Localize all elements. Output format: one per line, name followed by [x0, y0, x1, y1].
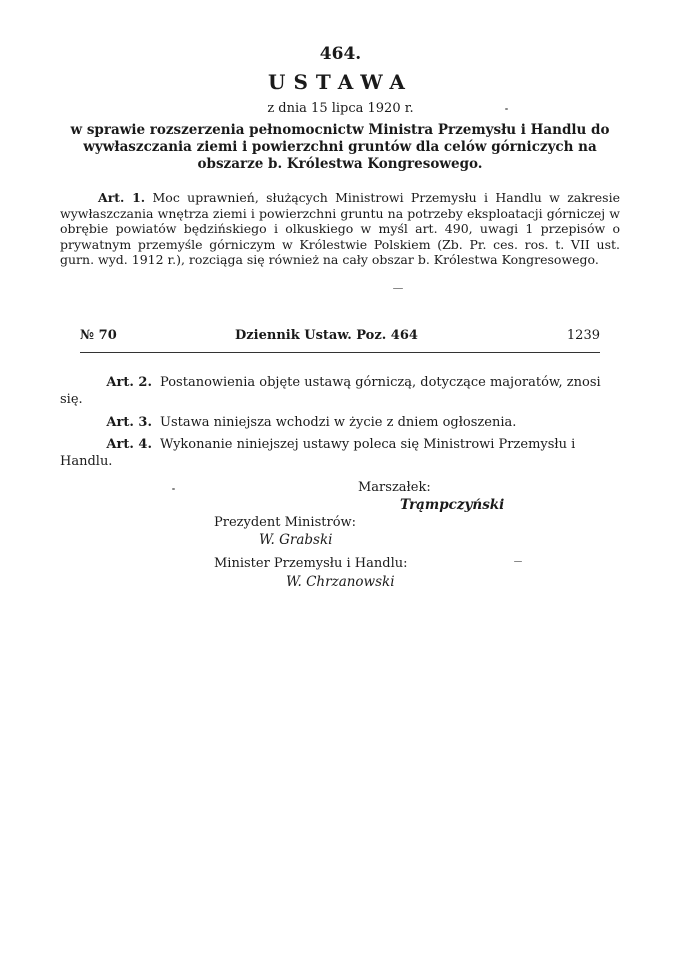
print-speck	[505, 108, 508, 110]
page-header	[80, 328, 600, 348]
print-speck	[172, 488, 175, 490]
marshal-signature: Trąmpczyński	[400, 497, 505, 513]
article-3-label: Art. 3.	[106, 415, 152, 430]
article-4-label: Art. 4.	[106, 437, 152, 452]
minister-signature: W. Chrzanowski	[286, 574, 395, 590]
article-2-text: Postanowienia objęte ustawą górniczą, dotyczące majoratów, znosi się.	[60, 375, 601, 407]
header-divider	[80, 352, 600, 353]
minister-title: Minister Przemysłu i Handlu:	[214, 556, 408, 571]
marshal-title: Marszałek:	[358, 480, 431, 495]
print-speck	[514, 561, 522, 562]
journal-reference: Dziennik Ustaw. Poz. 464	[235, 328, 418, 343]
print-speck	[393, 288, 403, 289]
document-date: z dnia 15 lipca 1920 r.	[267, 101, 414, 116]
issue-number: № 70	[80, 328, 117, 343]
article-4-text: Wykonanie niniejszej ustawy poleca się Ministrowi Przemysłu i Handlu.	[60, 437, 576, 469]
article-1-label: Art. 1.	[98, 190, 146, 205]
document-type: USTAWA	[268, 70, 413, 94]
page-number: 1239	[566, 328, 600, 343]
article-3-text: Ustawa niniejsza wchodzi w życie z dniem ogłoszenia.	[160, 415, 517, 430]
document-number: 464.	[319, 44, 362, 64]
document-title: w sprawie rozszerzenia pełnomocnictw Ministra Przemysłu i Handlu do wywłaszczania ziemi i powierzchni gruntów dla celów górniczych na obszarze b. Królestwa Kongresowego.	[70, 122, 610, 172]
pm-title: Prezydent Ministrów:	[214, 515, 357, 530]
article-1-text: Moc uprawnień, służących Ministrowi Przemysłu i Handlu w zakresie wywłaszczania wnętrza ziemi i powierzchni gruntu na potrzeby eksploatacji górniczej w obrębie powiatów będzińskiego i olkuskiego w myśl art. 490, uwagi 1 przepisów o prywatnym przemyśle górniczym w Królestwie Polskiem (Zb. Pr. ces. ros. t. VII ust. gurn. wyd. 1912 r.), rozciąga się również na cały obszar b. Królestwa Kongresowego.	[60, 190, 620, 267]
article-1	[60, 190, 620, 268]
article-3	[60, 414, 620, 431]
pm-signature: W. Grabski	[259, 532, 333, 548]
article-2-label: Art. 2.	[106, 375, 152, 390]
article-2	[60, 374, 620, 408]
article-4	[60, 436, 620, 470]
